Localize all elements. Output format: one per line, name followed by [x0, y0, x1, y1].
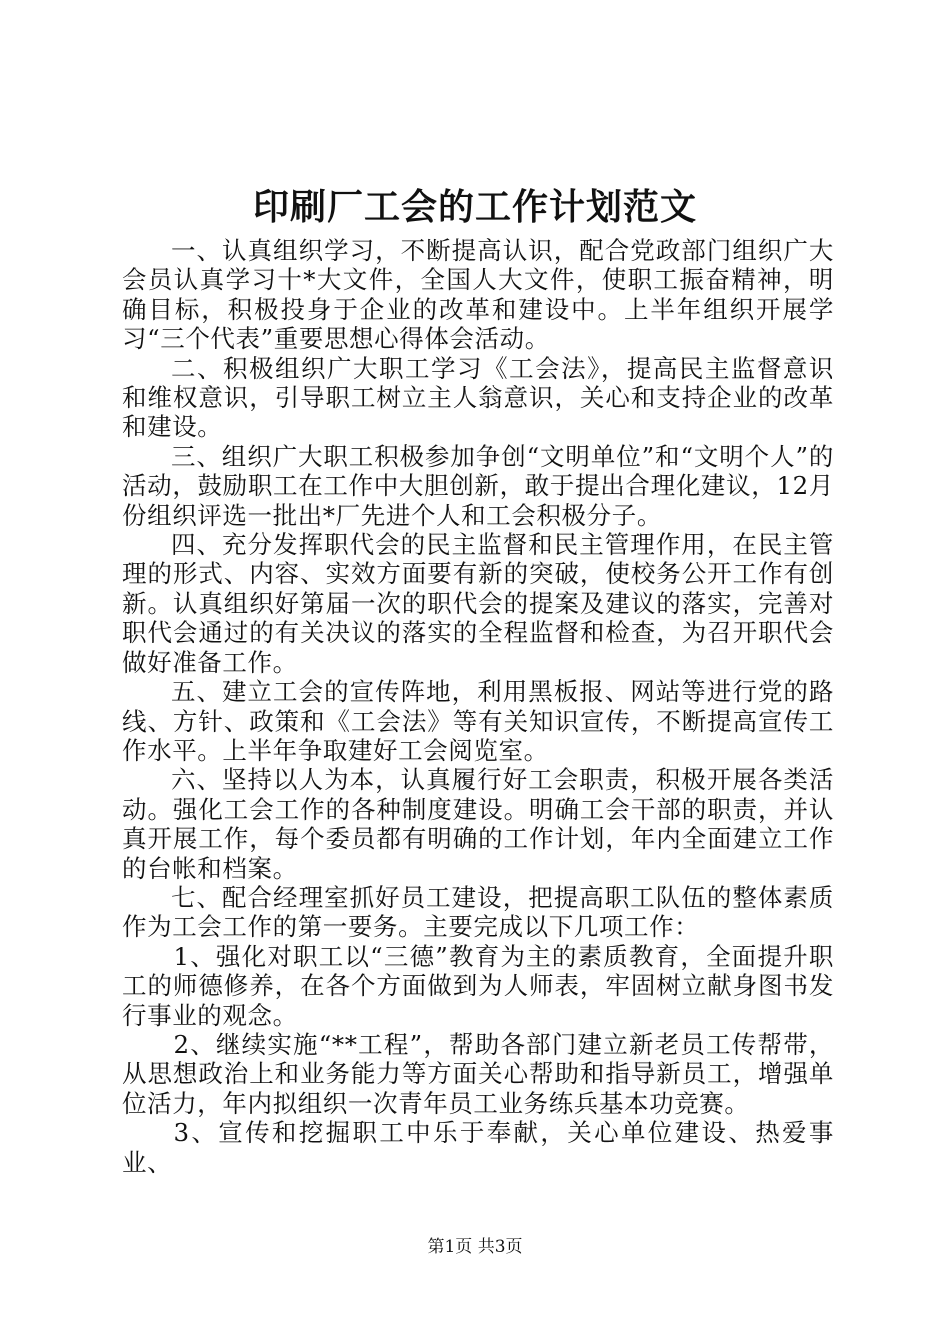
- page-number-footer: 第1页 共3页: [427, 1237, 523, 1257]
- paragraph-7: 七、配合经理室抓好员工建设，把提高职工队伍的整体素质作为工会工作的第一要务。主要完成以下几项工作：: [122, 882, 834, 942]
- paragraph-4: 四、充分发挥职代会的民主监督和民主管理作用，在民主管理的形式、内容、实效方面要有新的突破，使校务公开工作有创新。认真组织好第届一次的职代会的提案及建议的落实，完善对职代会通过的有关决议的落实的全程监督和检查，为召开职代会做好准备工作。: [122, 530, 834, 677]
- paragraph-3: 三、组织广大职工积极参加争创“文明单位”和“文明个人”的活动，鼓励职工在工作中大胆创新，敢于提出合理化建议，12月份组织评选一批出*厂先进个人和工会积极分子。: [122, 441, 834, 530]
- document-title: 印刷厂工会的工作计划范文: [252, 186, 697, 228]
- paragraph-7-item-3: 3、宣传和挖掘职工中乐于奉献，关心单位建设、热爱事业、: [122, 1118, 834, 1177]
- paragraph-1: 一、认真组织学习，不断提高认识，配合党政部门组织广大会员认真学习十*大文件，全国人大文件，使职工振奋精神，明确目标，积极投身于企业的改革和建设中。上半年组织开展学习“三个代表”重要思想心得体会活动。: [122, 236, 834, 354]
- document-body: [122, 236, 834, 1177]
- paragraph-6: 六、坚持以人为本，认真履行好工会职责，积极开展各类活动。强化工会工作的各种制度建设。明确工会干部的职责，并认真开展工作，每个委员都有明确的工作计划，年内全面建立工作的台帐和档案。: [122, 765, 834, 883]
- paragraph-7-item-2: 2、继续实施“**工程”，帮助各部门建立新老员工传帮带，从思想政治上和业务能力等方面关心帮助和指导新员工，增强单位活力，年内拟组织一次青年员工业务练兵基本功竞赛。: [122, 1029, 834, 1118]
- paragraph-2: 二、积极组织广大职工学习《工会法》，提高民主监督意识和维权意识，引导职工树立主人翁意识，关心和支持企业的改革和建设。: [122, 353, 834, 442]
- paragraph-7-item-1: 1、强化对职工以“三德”教育为主的素质教育，全面提升职工的师德修养，在各个方面做到为人师表，牢固树立献身图书发行事业的观念。: [122, 941, 834, 1030]
- paragraph-5: 五、建立工会的宣传阵地，利用黑板报、网站等进行党的路线、方针、政策和《工会法》等有关知识宣传，不断提高宣传工作水平。上半年争取建好工会阅览室。: [122, 677, 834, 765]
